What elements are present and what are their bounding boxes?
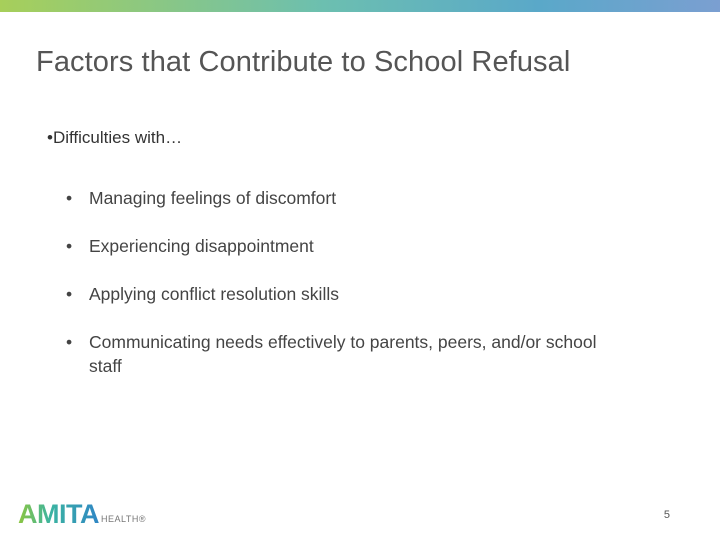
logo-sub-word: HEALTH (100, 514, 139, 524)
top-gradient-bar (0, 0, 720, 12)
lead-bullet (47, 128, 182, 148)
page-number: 5 (663, 509, 670, 521)
list-item-text: Communicating needs effectively to parents, peers, and/or school staff (89, 332, 597, 376)
bullet-dot: • (66, 236, 73, 256)
bullet-dot: • (66, 284, 73, 304)
list-item (66, 282, 626, 306)
list-item (66, 330, 626, 378)
bullet-list (66, 186, 626, 402)
list-item (66, 234, 626, 258)
amita-health-logo (18, 497, 146, 527)
bullet-dot: • (66, 332, 73, 352)
lead-bullet-dot: • (47, 128, 53, 147)
logo-trademark: ® (138, 514, 146, 524)
list-item-text: Applying conflict resolution skills (89, 284, 339, 304)
bullet-dot: • (66, 188, 73, 208)
logo-subtext (101, 514, 146, 524)
lead-text: Difficulties with… (52, 128, 183, 147)
logo-mark: AMITA (18, 499, 99, 529)
list-item-text: Managing feelings of discomfort (89, 188, 337, 208)
list-item-text: Experiencing disappointment (89, 236, 314, 256)
list-item (66, 186, 626, 210)
slide-title: Factors that Contribute to School Refusal (36, 46, 571, 78)
